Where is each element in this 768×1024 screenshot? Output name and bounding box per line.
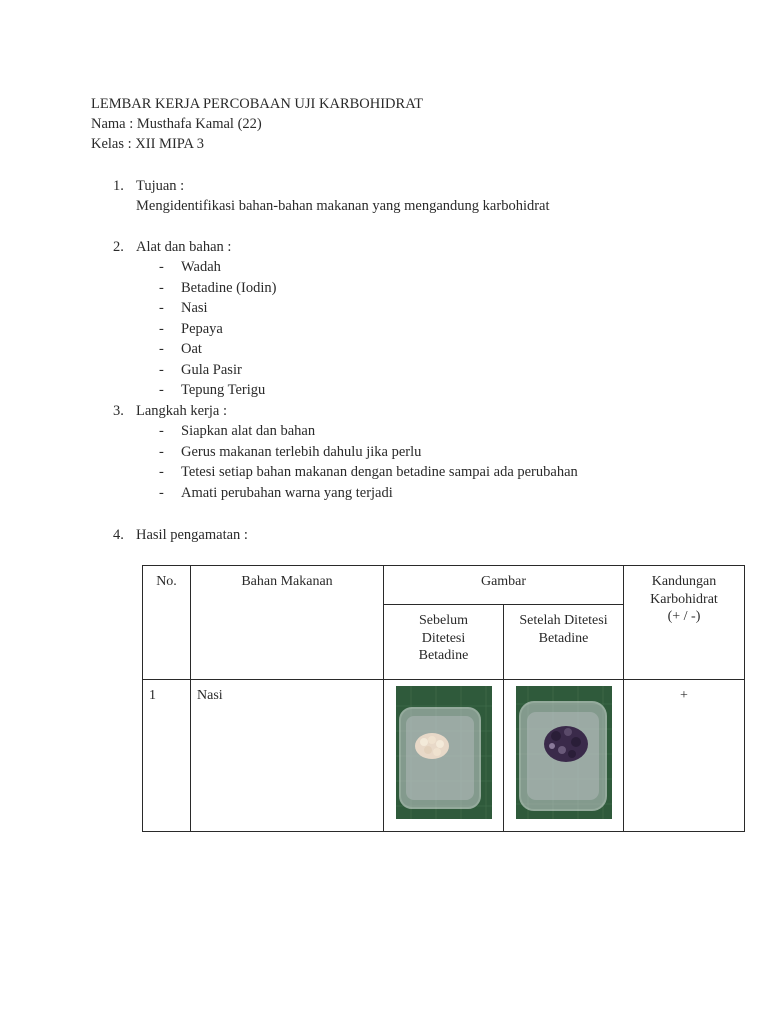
- section-heading-hasil: Hasil pengamatan :: [136, 527, 248, 543]
- photo-rice-after: [516, 686, 612, 819]
- section-heading-langkah: Langkah kerja :: [136, 403, 227, 419]
- list-item: Betadine (Iodin): [181, 280, 277, 296]
- bullet-dash: -: [159, 362, 164, 378]
- row-image-before: [384, 680, 504, 832]
- row-bahan: [191, 680, 384, 832]
- student-name: Nama : Musthafa Kamal (22): [91, 116, 262, 132]
- rice-before-image: [396, 686, 492, 819]
- header-kandungan: [624, 566, 745, 680]
- section-heading-tujuan: Tujuan :: [136, 178, 185, 194]
- header-sebelum-line: Sebelum: [419, 613, 468, 628]
- header-kandungan-line: Karbohidrat: [650, 591, 718, 607]
- results-table: [142, 565, 745, 832]
- section-text-tujuan: Mengidentifikasi bahan-bahan makanan yang mengandung karbohidrat: [136, 198, 550, 214]
- row-bahan-value: Nasi: [197, 688, 223, 703]
- header-kandungan-line: Kandungan: [651, 574, 717, 589]
- list-item: Oat: [181, 341, 202, 357]
- header-no-label: No.: [156, 574, 177, 589]
- bullet-dash: -: [159, 259, 164, 275]
- bullet-dash: -: [159, 382, 164, 398]
- section-number: 2.: [113, 239, 124, 255]
- section-number: 3.: [113, 403, 124, 419]
- header-kandungan-line: (+ / -): [667, 609, 701, 624]
- header-gambar-label: Gambar: [480, 574, 527, 589]
- section-number: 4.: [113, 527, 124, 543]
- bullet-dash: -: [159, 423, 164, 439]
- photo-rice-before: [396, 686, 492, 819]
- header-bahan: [191, 566, 384, 680]
- student-class: Kelas : XII MIPA 3: [91, 136, 205, 152]
- header-bahan-label: Bahan Makanan: [241, 574, 333, 589]
- list-item: Gerus makanan terlebih dahulu jika perlu: [181, 444, 422, 460]
- list-item: Nasi: [181, 300, 208, 316]
- header-sebelum-line: Ditetesi: [421, 630, 466, 646]
- row-result-value: +: [680, 688, 688, 703]
- bullet-dash: -: [159, 300, 164, 316]
- list-item: Gula Pasir: [181, 362, 242, 378]
- header-no: [143, 566, 191, 680]
- row-result: [624, 680, 745, 832]
- row-no-value: 1: [149, 688, 156, 703]
- section-number: 1.: [113, 178, 124, 194]
- header-setelah-line: Betadine: [538, 630, 589, 646]
- list-item: Pepaya: [181, 321, 223, 337]
- header-sebelum: [384, 605, 504, 680]
- document-title: LEMBAR KERJA PERCOBAAN UJI KARBOHIDRAT: [91, 96, 423, 112]
- bullet-dash: -: [159, 341, 164, 357]
- bullet-dash: -: [159, 444, 164, 460]
- list-item: Amati perubahan warna yang terjadi: [181, 485, 393, 501]
- list-item: Siapkan alat dan bahan: [181, 423, 316, 439]
- row-image-after: [504, 680, 624, 832]
- table-row: [143, 680, 745, 832]
- row-no: [143, 680, 191, 832]
- rice-after-image: [516, 686, 612, 819]
- list-item: Tepung Terigu: [181, 382, 266, 398]
- header-setelah-line: Setelah Ditetesi: [519, 613, 608, 628]
- header-gambar: [384, 566, 624, 605]
- section-heading-alat: Alat dan bahan :: [136, 239, 232, 255]
- bullet-dash: -: [159, 485, 164, 501]
- list-item: Wadah: [181, 259, 221, 275]
- bullet-dash: -: [159, 464, 164, 480]
- bullet-dash: -: [159, 321, 164, 337]
- header-setelah: [504, 605, 624, 680]
- header-sebelum-line: Betadine: [418, 648, 469, 663]
- list-item: Tetesi setiap bahan makanan dengan betadine sampai ada perubahan: [181, 464, 578, 480]
- bullet-dash: -: [159, 280, 164, 296]
